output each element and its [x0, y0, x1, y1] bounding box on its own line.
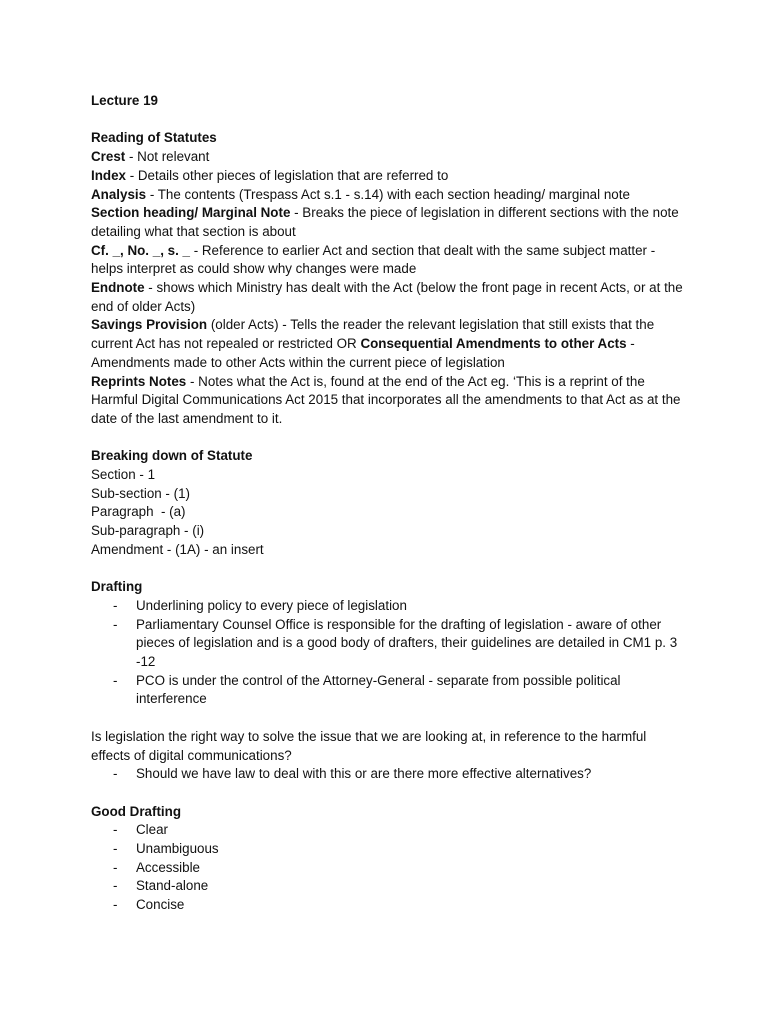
- reading-item-section-heading: Section heading/ Marginal Note - Breaks the piece of legislation in different sections with the note detailing what that section is about: [91, 205, 679, 239]
- breakdown-line: Paragraph - (a): [91, 504, 186, 520]
- question-text: Is legislation the right way to solve the issue that we are looking at, in reference to the harmful effects of digital communications?: [91, 728, 647, 763]
- reading-item-crest: Crest - Not relevant: [91, 149, 210, 165]
- reading-item-index: Index - Details other pieces of legislation that are referred to: [91, 167, 449, 183]
- reading-of-statutes-section: [91, 129, 688, 428]
- reading-heading: Reading of Statutes: [91, 130, 217, 146]
- spacer: [91, 560, 688, 579]
- list-item: - Underlining policy to every piece of legislation: [91, 597, 688, 616]
- breakdown-section: [91, 447, 688, 559]
- reading-item-savings: Savings Provision (older Acts) - Tells the reader the relevant legislation that still exists that the current Act has not repealed or restricted OR Consequential Amendments to other Acts - Amendments made to other Acts within the current piece of legislation: [91, 317, 655, 370]
- list-item: - Parliamentary Counsel Office is responsible for the drafting of legislation - aware of other pieces of legislation and is a good body of drafters, their guidelines are detailed in CM1 p. 3 -12: [91, 616, 688, 672]
- spacer: [91, 429, 688, 448]
- list-item: - Accessible: [91, 859, 688, 878]
- drafting-heading: Drafting: [91, 579, 143, 595]
- breakdown-line: Amendment - (1A) - an insert: [91, 541, 264, 557]
- drafting-section: [91, 578, 688, 709]
- breakdown-line: Sub-section - (1): [91, 485, 190, 501]
- list-item: - Stand-alone: [91, 877, 688, 896]
- good-drafting-list: [91, 821, 688, 915]
- list-item: - Unambiguous: [91, 840, 688, 859]
- list-item: - Clear: [91, 821, 688, 840]
- reading-item-cf: Cf. _, No. _, s. _ - Reference to earlier Act and section that dealt with the same subject matter - helps interpret as could show why changes were made: [91, 242, 656, 277]
- spacer: [91, 111, 688, 130]
- list-item: - Concise: [91, 896, 688, 915]
- question-section: [91, 728, 688, 784]
- reading-item-reprints: Reprints Notes - Notes what the Act is, found at the end of the Act eg. ‘This is a reprint of the Harmful Digital Communications Act 2015 that incorporates all the amendments to that Act as at the date of the last amendment to it.: [91, 373, 681, 426]
- reading-item-analysis: Analysis - The contents (Trespass Act s.1 - s.14) with each section heading/ marginal note: [91, 186, 630, 202]
- list-item: - Should we have law to deal with this or are there more effective alternatives?: [91, 765, 688, 784]
- breakdown-line: Section - 1: [91, 467, 156, 483]
- lecture-title: Lecture 19: [91, 93, 158, 108]
- reading-item-endnote: Endnote - shows which Ministry has dealt with the Act (below the front page in recent Acts, or at the end of older Acts): [91, 280, 683, 314]
- breakdown-line: Sub-paragraph - (i): [91, 523, 205, 539]
- spacer: [91, 784, 688, 803]
- breakdown-heading: Breaking down of Statute: [91, 448, 253, 464]
- list-item: - PCO is under the control of the Attorney-General - separate from possible political interference: [91, 672, 688, 709]
- good-drafting-section: [91, 803, 688, 915]
- spacer: [91, 709, 688, 728]
- question-list: [91, 765, 688, 784]
- drafting-list: [91, 597, 688, 709]
- good-drafting-heading: Good Drafting: [91, 803, 182, 819]
